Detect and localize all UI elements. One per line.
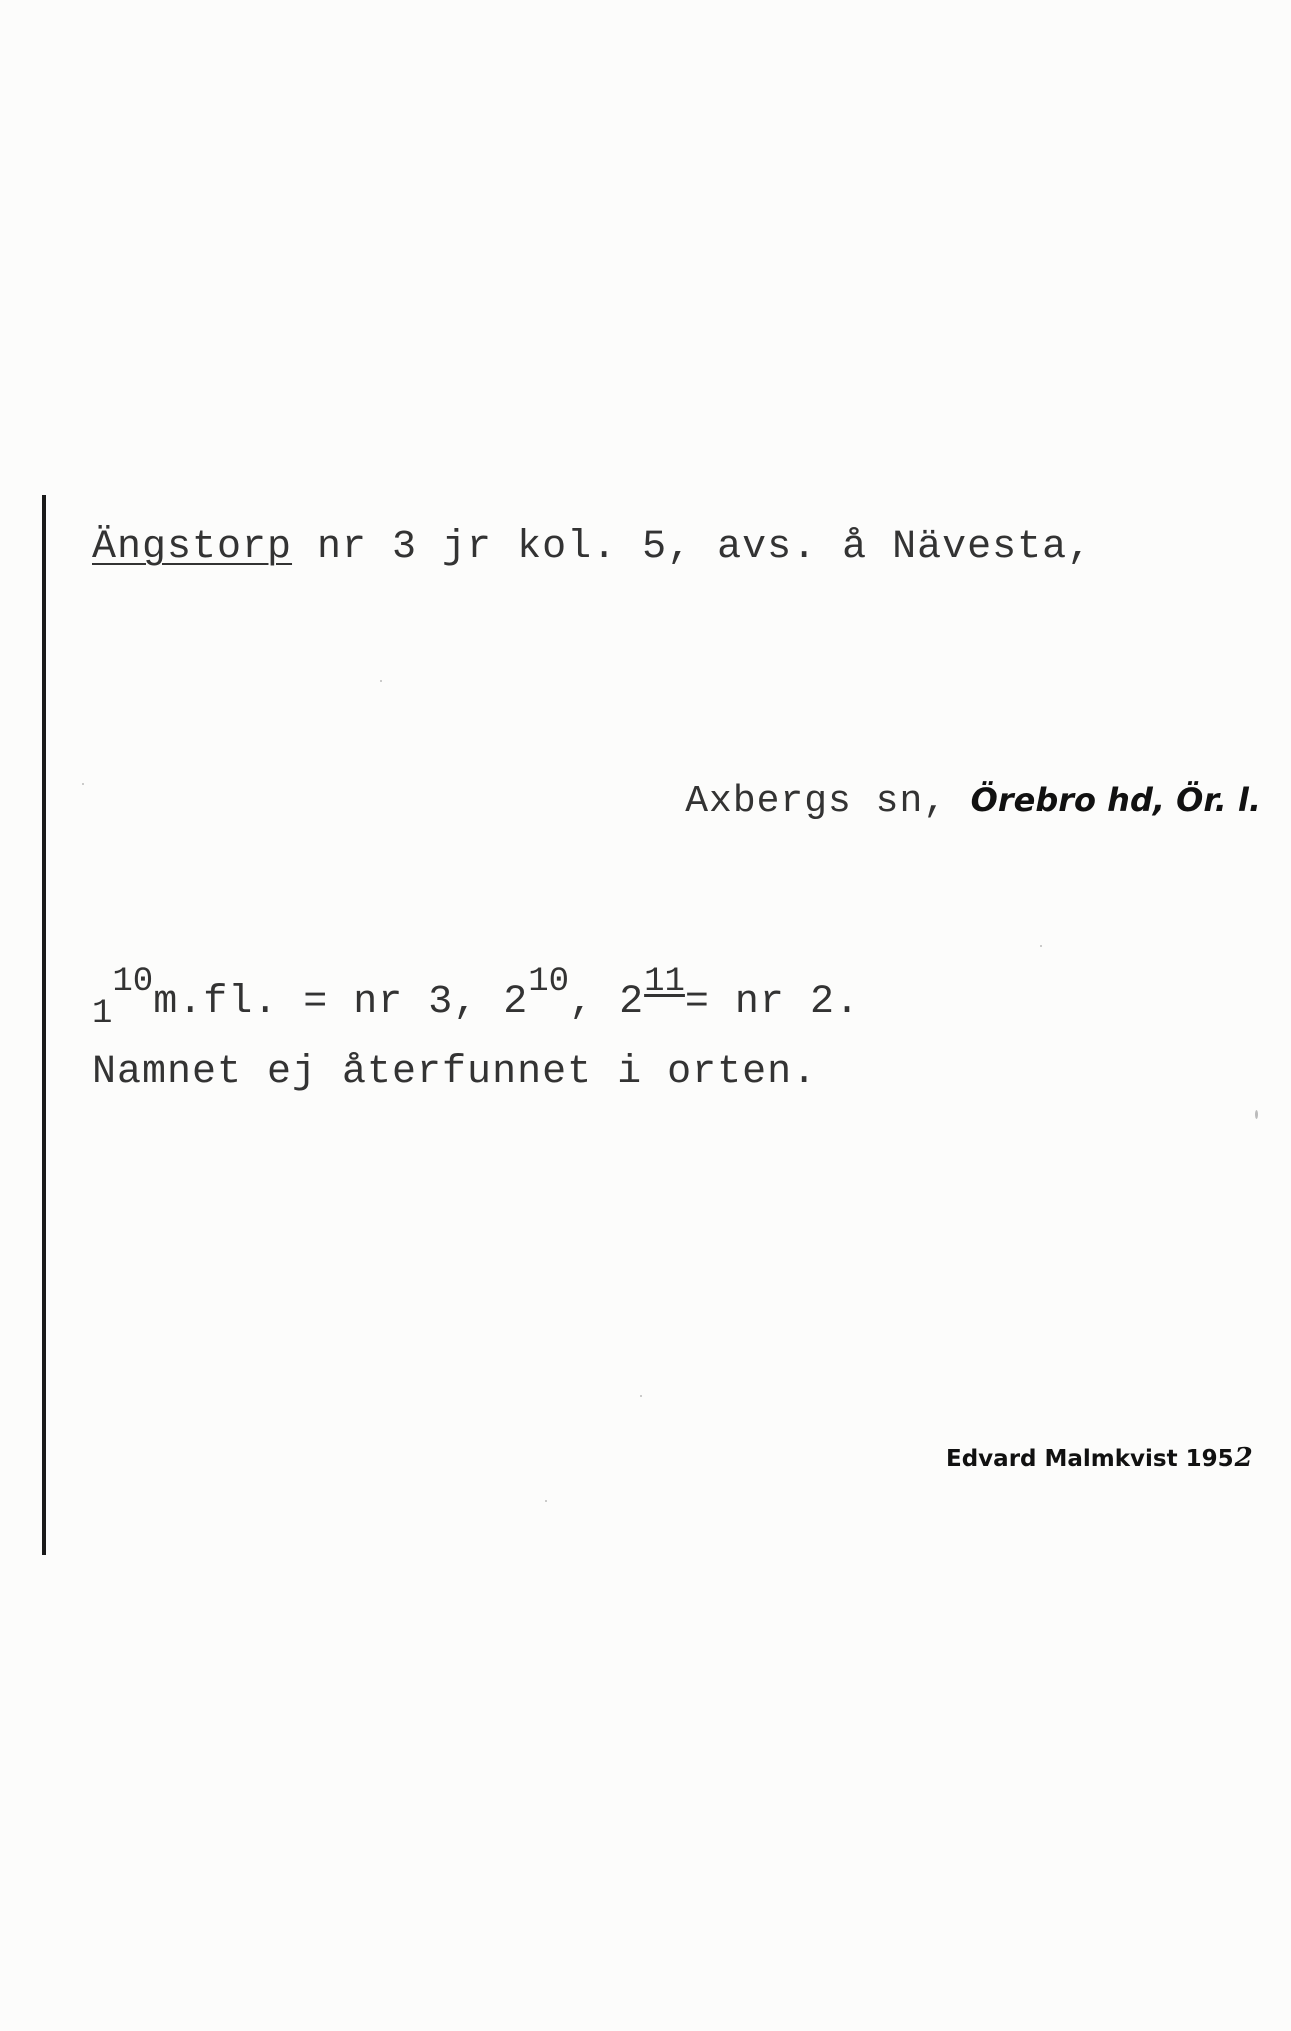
ref-sup-3: 11: [644, 963, 685, 1001]
ref-text-1: m.fl. = nr 3, 2: [153, 980, 529, 1025]
district-stamp: Örebro hd, Ör. l.: [970, 781, 1261, 819]
signature-text: Edvard Malmkvist 195: [946, 1446, 1234, 1472]
ref-base-1: 1: [92, 995, 113, 1033]
heading-details: nr 3 jr kol. 5, avs. å Nävesta,: [292, 525, 1093, 570]
paper-speck: [1040, 945, 1042, 947]
signature-year-digit: 2: [1234, 1443, 1253, 1473]
ref-text-3: = nr 2.: [684, 980, 860, 1025]
paper-speck: [380, 680, 382, 682]
ref-text-2: , 2: [569, 980, 645, 1025]
parish-name: Axbergs sn,: [685, 780, 948, 823]
margin-rule: [42, 495, 46, 1555]
ref-sup-2: 10: [528, 963, 570, 1001]
heading-line: [92, 525, 1092, 570]
ref-sup-1: 10: [112, 963, 154, 1001]
paper-speck: [82, 783, 84, 785]
paper-speck: [545, 1500, 547, 1502]
paper-speck: [640, 1395, 642, 1397]
note-line: Namnet ej återfunnet i orten.: [92, 1050, 818, 1095]
place-name: Ängstorp: [92, 525, 293, 570]
signature-stamp: [946, 1443, 1253, 1473]
reference-line: [92, 963, 860, 1033]
parish-line: [685, 780, 1261, 823]
paper-speck: [1255, 1110, 1258, 1119]
